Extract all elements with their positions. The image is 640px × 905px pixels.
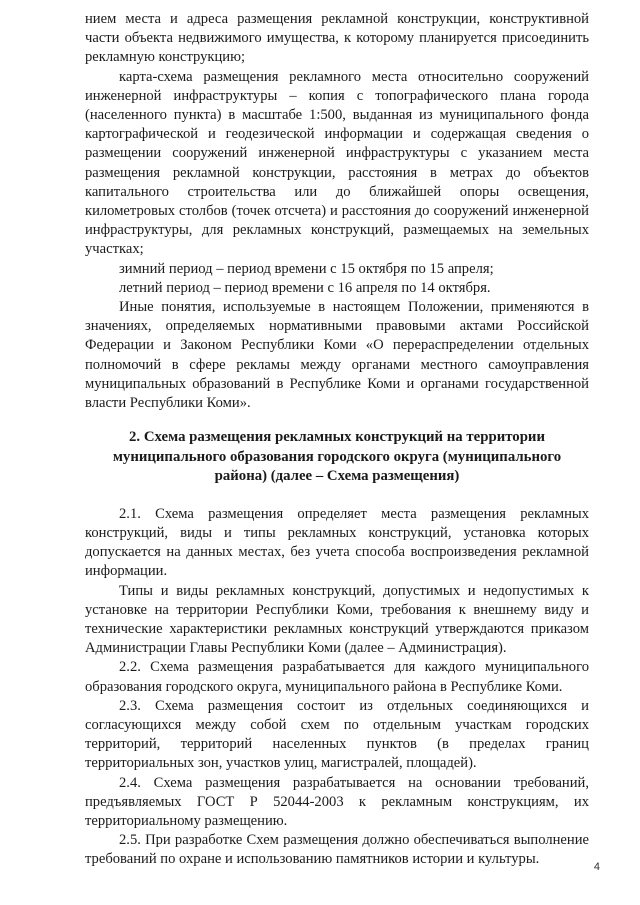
paragraph-2-3: 2.3. Схема размещения состоит из отдельных соединяющихся и согласующихся между собой схем по отдельным участкам городских территорий, территорий населенных пунктов (в пределах границ территориальных зон, участков улиц, магистралей, площадей). xyxy=(85,697,589,772)
paragraph-2-5: 2.5. При разработке Схем размещения должно обеспечиваться выполнение требований по охране и использованию памятников истории и культуры. xyxy=(85,832,589,868)
paragraph-continuation: нием места и адреса размещения рекламной конструкции, конструктивной части объекта недвижимого имущества, к которому планируется присоединить рекламную конструкцию; xyxy=(85,11,589,66)
document-body xyxy=(85,10,589,870)
paragraph-winter-period: зимний период – период времени с 15 октября по 15 апреля; xyxy=(119,260,494,277)
paragraph-map-scheme: карта-схема размещения рекламного места относительно сооружений инженерной инфраструктуры – копия с топографического плана города (населенного пункта) в масштабе 1:500, выданная из муниципального фонда картографической и геодезической информации и содержащая сведения о размещении сооружений инженерной инфраструктуры с указанием места размещения рекламной конструкции, расстояния в метрах до объектов капитального строительства или до ближайшей опоры освещения, километровых столбов (точек отсчета) и расстояния до сооружений инженерной инфраструктуры, для рекламных конструкций, размещаемых на земельных участках; xyxy=(85,68,589,258)
paragraph-summer-period: летний период – период времени с 16 апреля по 14 октября. xyxy=(119,279,491,296)
paragraph-2-4: 2.4. Схема размещения разрабатывается на основании требований, предъявляемых ГОСТ Р 52044-2003 к рекламным конструкциям, их территориальному размещению. xyxy=(85,774,589,830)
paragraph-2-1: 2.1. Схема размещения определяет места размещения рекламных конструкций, виды и типы рекламных конструкций, установка которых допускается на данных местах, без учета способа воспроизведения рекламной информации. xyxy=(85,505,589,580)
paragraph-2-2: 2.2. Схема размещения разрабатывается для каждого муниципального образования городского округа, муниципального района в Республике Коми. xyxy=(85,659,589,695)
paragraph-other-concepts: Иные понятия, используемые в настоящем Положении, применяются в значениях, определяемых нормативными правовыми актами Российской Федерации и Законом Республики Коми «О перераспределении отдельных полномочий в сфере рекламы между органами местного самоуправления муниципальных образований в Республике Коми и органами государственной власти Республики Коми». xyxy=(85,299,589,412)
page-number: 4 xyxy=(593,861,600,873)
section-heading: 2. Схема размещения рекламных конструкций на территории муниципального образования городского округа (муниципального района) (далее – Схема размещения) xyxy=(112,429,562,485)
paragraph-types-kinds: Типы и виды рекламных конструкций, допустимых и недопустимых к установке на территории Республики Коми, требования к внешнему виду и технические характеристики рекламных конструкций утверждаются приказом Администрации Главы Республики Коми (далее – Администрация). xyxy=(85,582,589,657)
